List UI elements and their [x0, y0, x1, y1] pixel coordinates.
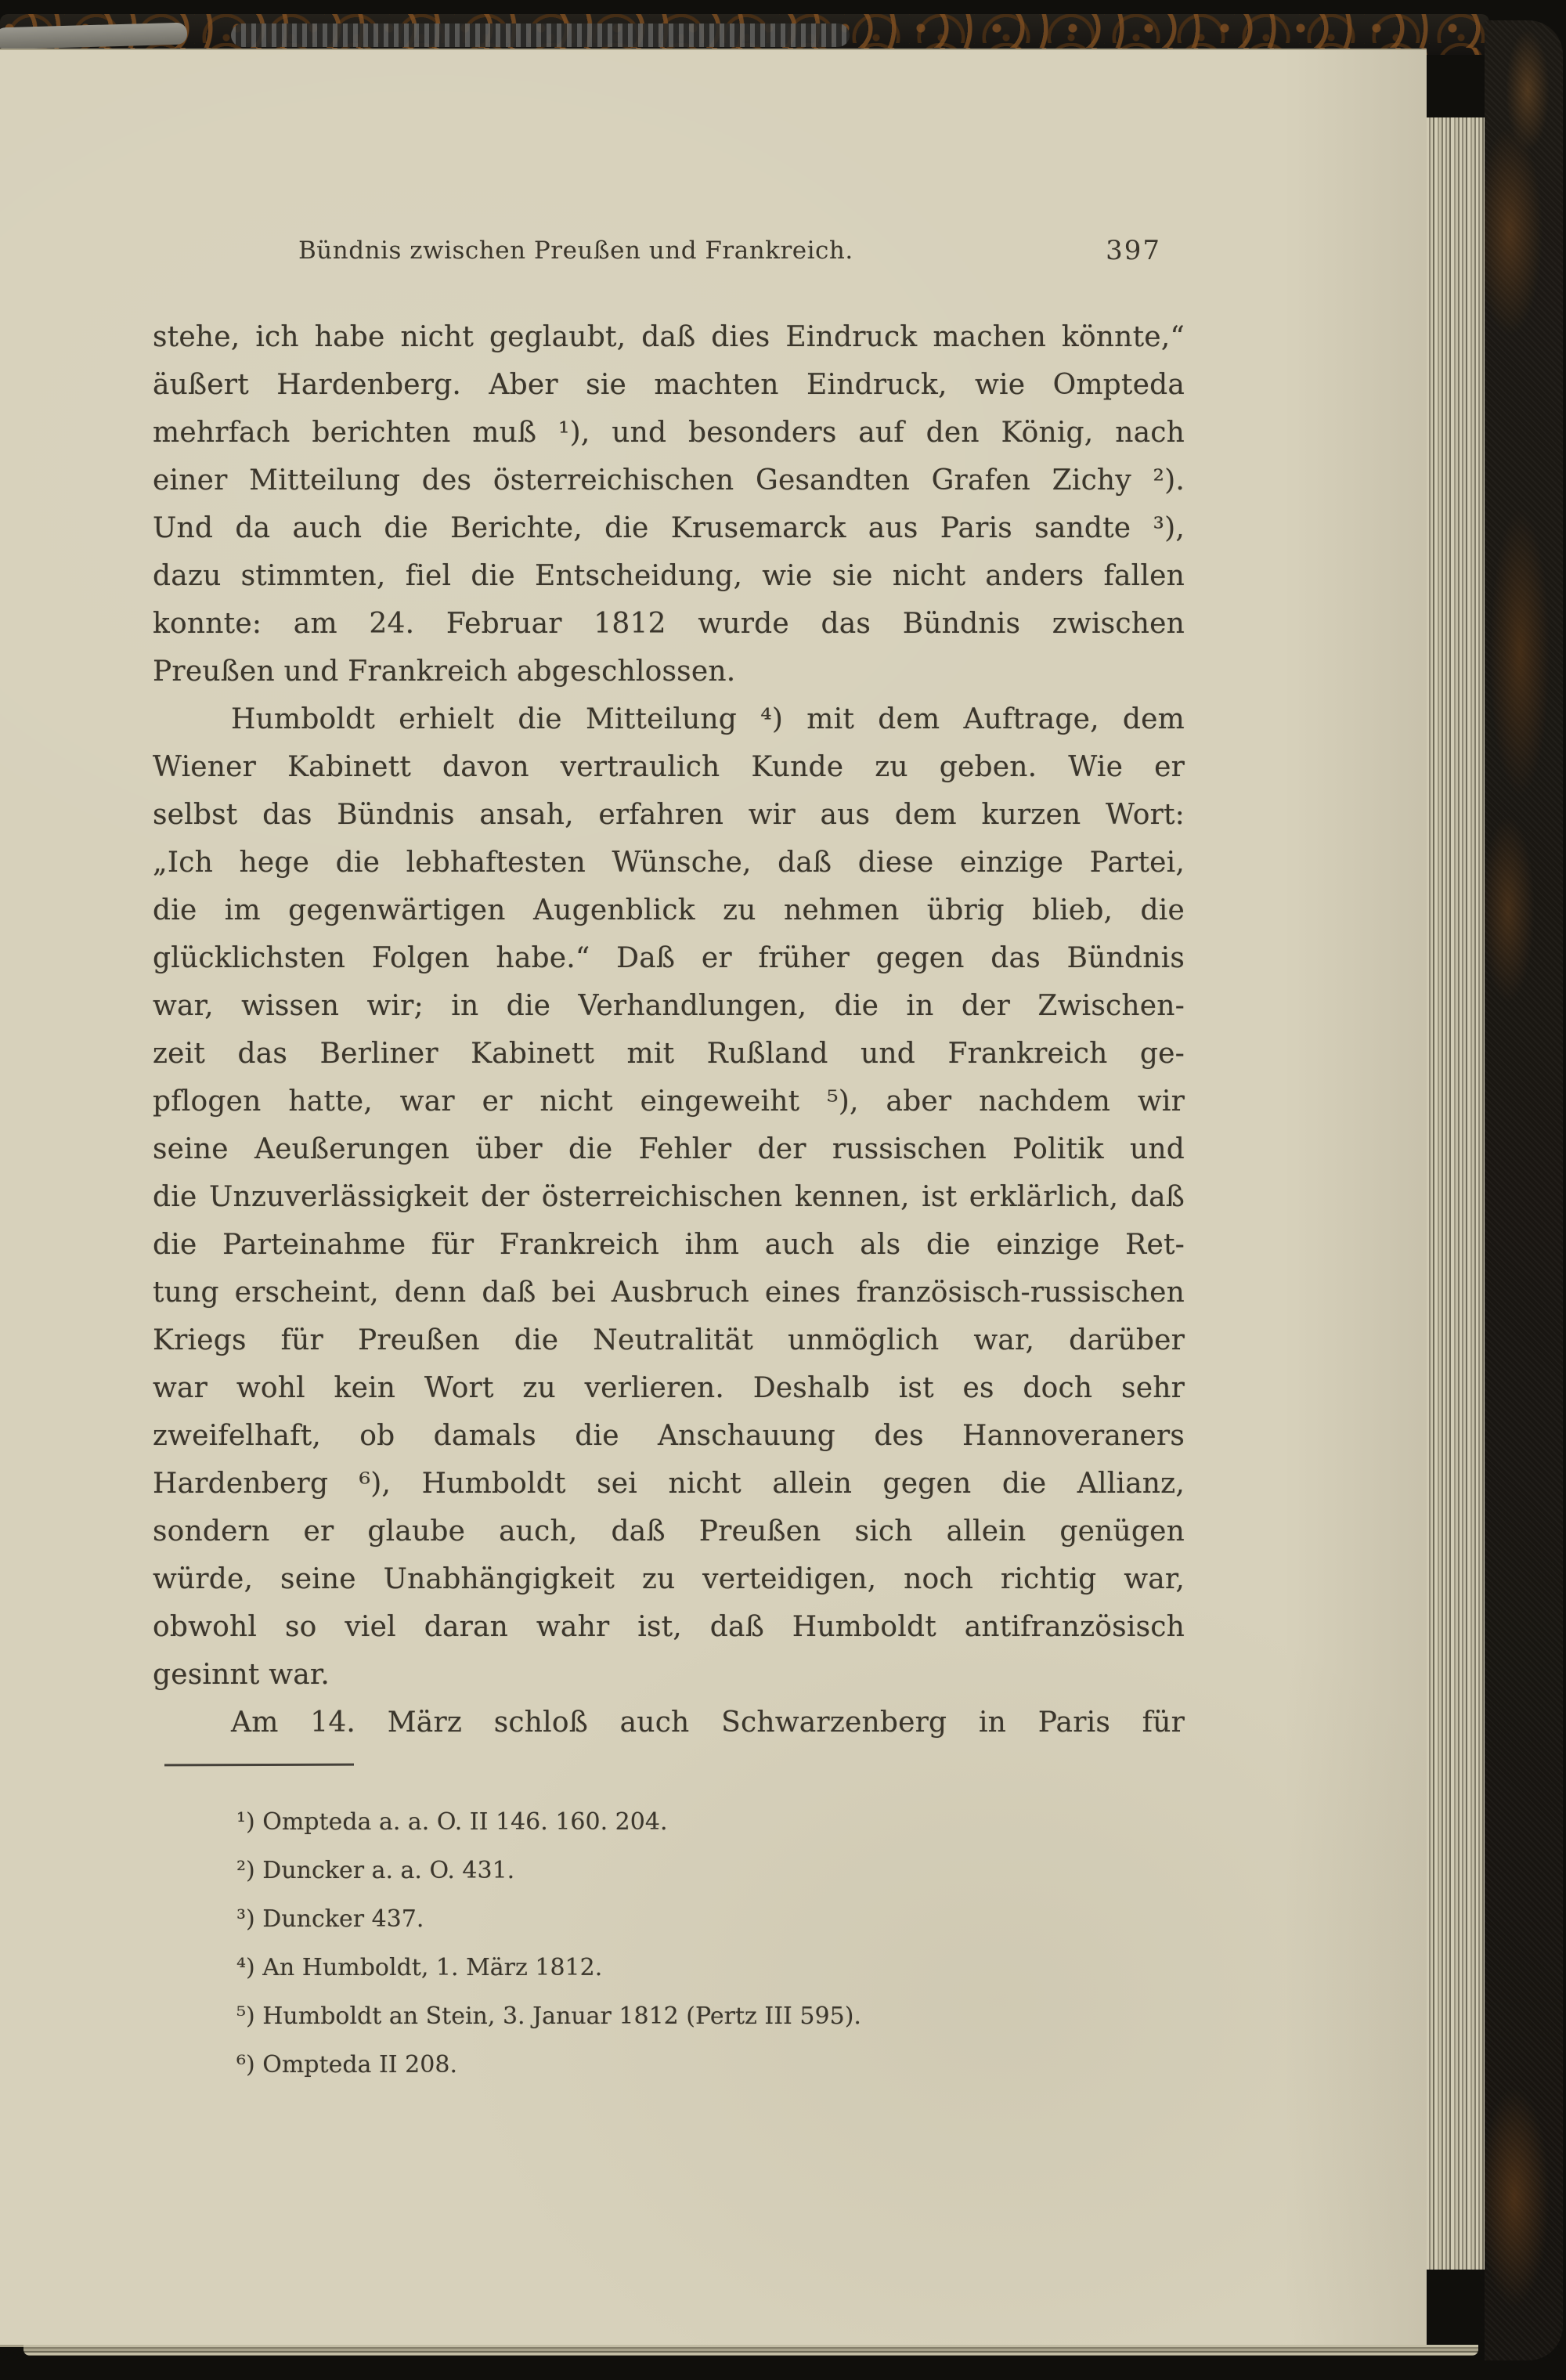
text-line: gesinnt war.	[153, 1659, 330, 1691]
book-headband	[231, 23, 850, 47]
text-line: tung erscheint, denn daß bei Ausbruch eines französisch-russischen	[153, 1277, 1185, 1309]
page-body-text	[153, 313, 1185, 1746]
text-line: zeit das Berliner Kabinett mit Rußland und Frankreich ge-	[153, 1038, 1185, 1070]
text-line: einer Mitteilung des österreichischen Gesandten Grafen Zichy ²).	[153, 464, 1185, 497]
text-line: Und da auch die Berichte, die Krusemarck aus Paris sandte ³),	[153, 512, 1185, 544]
running-header-title: Bündnis zwischen Preußen und Frankreich.	[298, 237, 853, 265]
book-bottom-page-edges	[23, 2345, 1478, 2356]
text-line: stehe, ich habe nicht geglaubt, daß dies Eindruck machen könnte,“	[153, 321, 1185, 353]
text-line: glücklichsten Folgen habe.“ Daß er früher gegen das Bündnis	[153, 942, 1185, 974]
text-line: würde, seine Unabhängigkeit zu verteidigen, noch richtig war,	[153, 1563, 1185, 1595]
footnote-line: ³) Duncker 437.	[236, 1905, 424, 1933]
text-line: zweifelhaft, ob damals die Anschauung des Hannoveraners	[153, 1420, 1185, 1452]
page-number: 397	[1106, 235, 1161, 266]
text-line: seine Aeußerungen über die Fehler der russischen Politik und	[153, 1133, 1185, 1165]
book-page	[0, 49, 1427, 2347]
footnote-line: ⁴) An Humboldt, 1. März 1812.	[236, 1954, 603, 1981]
footnote-line: ²) Duncker a. a. O. 431.	[236, 1857, 515, 1884]
text-line: äußert Hardenberg. Aber sie machten Eindruck, wie Ompteda	[153, 369, 1185, 401]
book-cover-right	[1485, 20, 1563, 2360]
text-line: die Parteinahme für Frankreich ihm auch als die einzige Ret-	[153, 1229, 1185, 1261]
text-line: Am 14. März schloß auch Schwarzenberg in Paris für	[231, 1706, 1185, 1739]
text-line: pflogen hatte, war er nicht eingeweiht ⁵), aber nachdem wir	[153, 1085, 1185, 1118]
text-line: Preußen und Frankreich abgeschlossen.	[153, 655, 736, 688]
text-line: Hardenberg ⁶), Humboldt sei nicht allein gegen die Allianz,	[153, 1468, 1185, 1500]
footnote-rule	[164, 1764, 354, 1767]
footnote-line: ¹) Ompteda a. a. O. II 146. 160. 204.	[236, 1808, 668, 1836]
footnotes	[236, 1798, 1184, 2089]
book-fore-edge-pages	[1427, 117, 1492, 2270]
text-line: konnte: am 24. Februar 1812 wurde das Bündnis zwischen	[153, 608, 1185, 640]
text-line: obwohl so viel daran wahr ist, daß Humboldt antifranzösisch	[153, 1611, 1185, 1643]
footnote-line: ⁵) Humboldt an Stein, 3. Januar 1812 (Pertz III 595).	[236, 2003, 861, 2030]
text-line: selbst das Bündnis ansah, erfahren wir aus dem kurzen Wort:	[153, 799, 1185, 831]
text-line: war wohl kein Wort zu verlieren. Deshalb ist es doch sehr	[153, 1372, 1185, 1404]
text-line: Wiener Kabinett davon vertraulich Kunde zu geben. Wie er	[153, 751, 1185, 783]
text-line: war, wissen wir; in die Verhandlungen, die in der Zwischen-	[153, 990, 1185, 1022]
text-line: mehrfach berichten muß ¹), und besonders auf den König, nach	[153, 417, 1185, 449]
text-line: Humboldt erhielt die Mitteilung ⁴) mit dem Auftrage, dem	[231, 703, 1185, 735]
text-line: „Ich hege die lebhaftesten Wünsche, daß diese einzige Partei,	[153, 847, 1185, 879]
text-line: die im gegenwärtigen Augenblick zu nehmen übrig blieb, die	[153, 894, 1185, 926]
running-header	[153, 237, 1185, 273]
text-line: Kriegs für Preußen die Neutralität unmöglich war, darüber	[153, 1324, 1185, 1356]
footnote-line: ⁶) Ompteda II 208.	[236, 2051, 457, 2078]
text-line: sondern er glaube auch, daß Preußen sich allein genügen	[153, 1515, 1185, 1548]
text-line: die Unzuverlässigkeit der österreichischen kennen, ist erklärlich, daß	[153, 1181, 1185, 1213]
text-line: dazu stimmten, fiel die Entscheidung, wie sie nicht anders fallen	[153, 560, 1185, 592]
